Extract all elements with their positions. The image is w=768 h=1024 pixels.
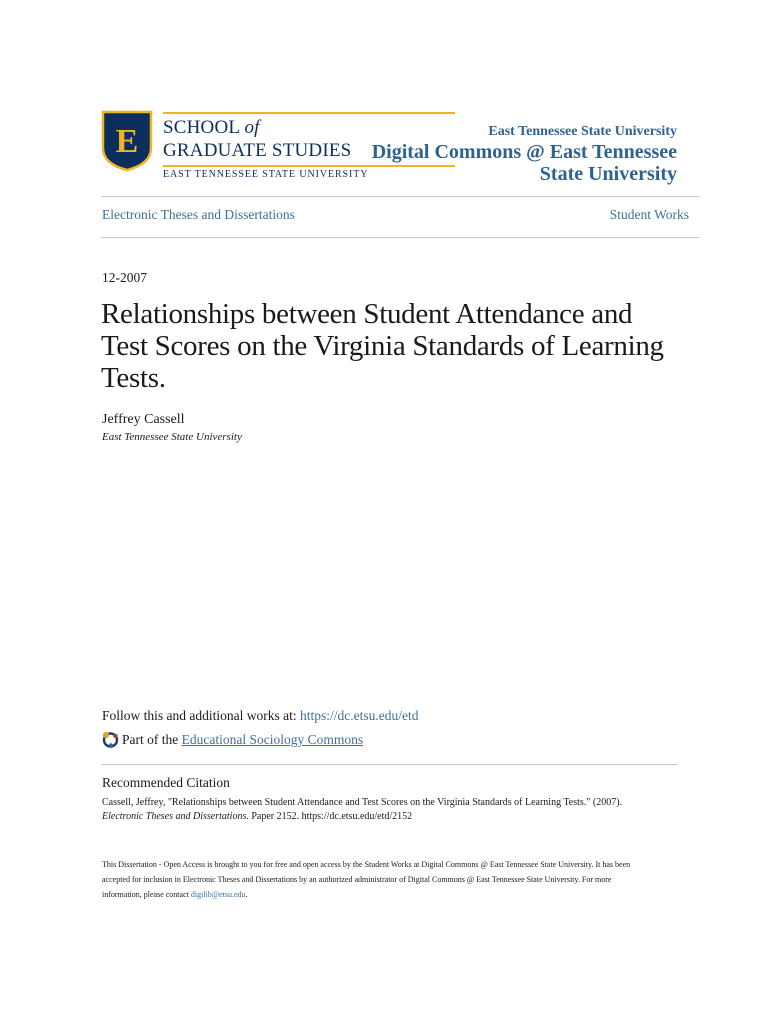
logo-line-graduate-studies: GRADUATE STUDIES — [163, 140, 352, 161]
etsu-shield-icon — [101, 110, 153, 172]
etsu-graduate-school-logo — [101, 110, 369, 182]
educational-sociology-commons-link[interactable]: Educational Sociology Commons — [181, 731, 364, 747]
document-date: 12-2007 — [102, 270, 147, 285]
nav-divider — [101, 237, 700, 238]
citation-paper: Paper 2152. https://dc.etsu.edu/etd/2152 — [248, 811, 413, 822]
document-title: Relationships between Student Attendance and Test Scores on the Virginia Standards of Learning Tests. — [101, 298, 664, 394]
repository-title[interactable]: Digital Commons @ East Tennessee State University — [371, 141, 677, 185]
header-divider — [101, 196, 700, 197]
student-works-link[interactable]: Student Works — [609, 207, 689, 222]
author-affiliation: East Tennessee State University — [102, 431, 242, 443]
follow-label: Follow this and additional works at: — [102, 708, 300, 723]
network-commons-icon — [102, 731, 119, 748]
citation-heading: Recommended Citation — [102, 775, 230, 790]
follow-url-link[interactable]: https://dc.etsu.edu/etd — [300, 708, 419, 723]
shield-letter: E — [115, 123, 139, 160]
author-name: Jeffrey Cassell — [102, 412, 185, 427]
electronic-theses-link[interactable]: Electronic Theses and Dissertations — [102, 207, 295, 222]
logo-line-school: SCHOOL of — [163, 117, 260, 138]
access-statement: This Dissertation - Open Access is brought to you for free and open access by the Student Works at Digital Commons @ East Tennessee State University. It has been accepted for inclusion in Electronic Theses and Dissertations by an authorized administrator of Digital Commons @ East Tennessee State University. For more information, please contact digilib@etsu.edu. — [102, 860, 631, 899]
citation-divider — [101, 764, 678, 765]
part-of-label: Part of the — [122, 731, 179, 747]
citation-body — [102, 796, 662, 824]
logo-line-university: EAST TENNESSEE STATE UNIVERSITY — [163, 169, 369, 180]
contact-email-link[interactable]: digilib@etsu.edu — [190, 890, 246, 899]
part-of-line — [102, 731, 363, 748]
citation-series: Electronic Theses and Dissertations. — [102, 811, 249, 822]
logo-top-rule — [163, 112, 455, 114]
citation-line1: Cassell, Jeffrey, "Relationships between Student Attendance and Test Scores on the Virginia Standards of Learning Tests." (2007). — [102, 797, 623, 808]
university-name: East Tennessee State University — [488, 124, 677, 139]
follow-line — [102, 708, 418, 724]
access-statement-text: This Dissertation - Open Access is brought to you for free and open access by the Student Works at Digital Commons @ East Tennessee State University. It has been accepted for inclusion in Electronic Theses and Dissertations by an authorized administrator of Digital Commons @ East Tennessee State University. For more information, please contact — [102, 860, 631, 899]
